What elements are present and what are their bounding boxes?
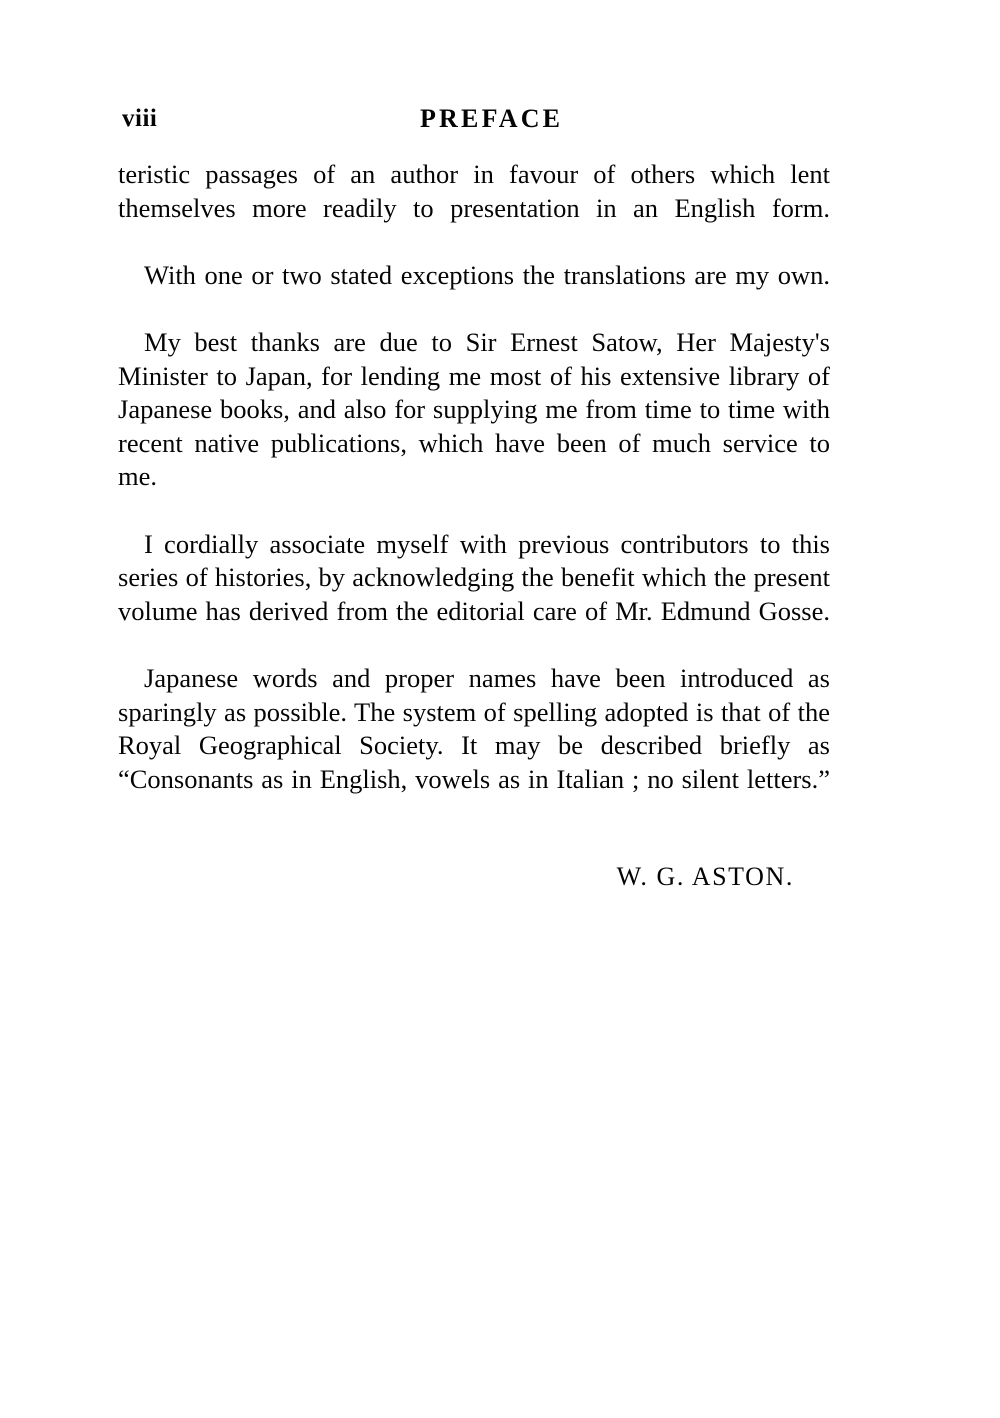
paragraph: With one or two stated exceptions the translations are my own. (144, 259, 830, 290)
page-content (118, 0, 830, 894)
page-number: viii (122, 105, 158, 132)
paragraph: Japanese words and proper names have been introduced as sparingly as possible. The system of spelling adopted is that of the Royal Geographical Society. It may be described briefly as “Consonants as in English, vowels as in Italian ; no silent letters.” (118, 662, 830, 794)
running-head-title: PREFACE (419, 104, 564, 133)
author-signature: W. G. ASTON. (616, 861, 794, 891)
paragraph: I cordially associate myself with previous contributors to this series of histories, by acknowledging the benefit which the present volume has derived from the editorial care of Mr. Edmund Gosse. (118, 528, 830, 626)
running-head (118, 104, 830, 158)
paragraph: teristic passages of an author in favour of others which lent themselves more readily to presentation in an English form. (118, 159, 830, 223)
body-text (118, 158, 830, 830)
paragraph: My best thanks are due to Sir Ernest Satow, Her Majesty's Minister to Japan, for lending me most of his extensive library of Japanese books, and also for supplying me from time to time with recent native publications, which have been of much service to me. (118, 326, 830, 492)
